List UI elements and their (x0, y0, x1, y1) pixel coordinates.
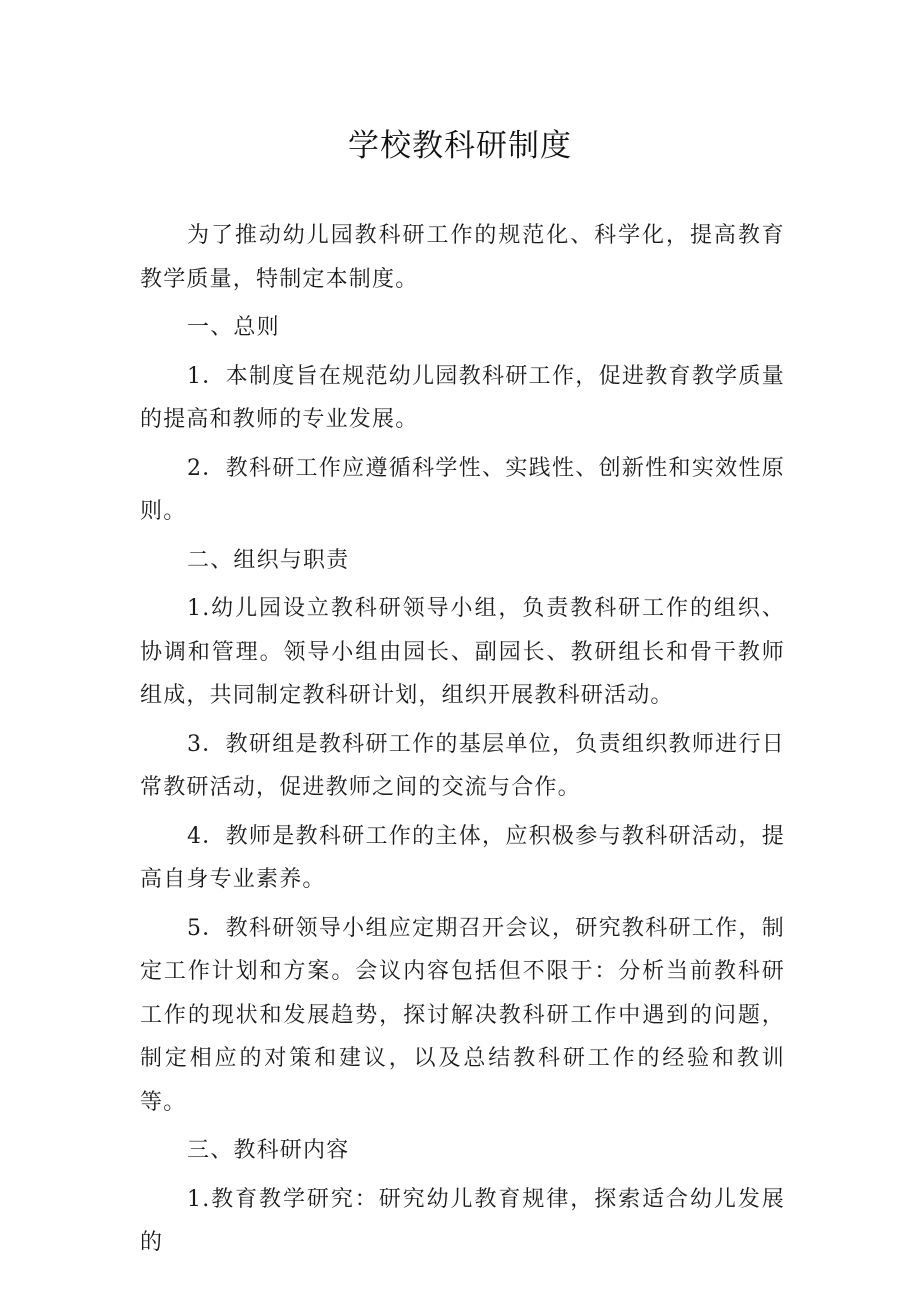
general-item-1: 1．本制度旨在规范幼儿园教科研工作，促进教育教学质量的提高和教师的专业发展。 (140, 363, 785, 432)
general-item-2: 2．教科研工作应遵循科学性、实践性、创新性和实效性原则。 (140, 455, 785, 524)
section-heading-general: 一、总则 (187, 315, 280, 340)
content-item-1: 1.教育教学研究：研究幼儿教育规律，探索适合幼儿发展的 (140, 1186, 785, 1255)
document-title: 学校教科研制度 (348, 128, 572, 164)
intro-paragraph: 为了推动幼儿园教科研工作的规范化、科学化，提高教育教学质量，特制定本制度。 (140, 223, 785, 292)
organization-item-4: 4．教师是教科研工作的主体，应积极参与教科研活动，提高自身专业素养。 (140, 823, 785, 892)
document-body (140, 214, 785, 1270)
organization-item-1: 1.幼儿园设立教科研领导小组，负责教科研工作的组织、协调和管理。领导小组由园长、副园长、教研组长和骨干教师组成，共同制定教科研计划，组织开展教科研活动。 (140, 596, 785, 708)
organization-item-3: 3．教研组是教科研工作的基层单位，负责组织教师进行日常教研活动，促进教师之间的交流与合作。 (140, 731, 785, 800)
organization-item-5: 5．教科研领导小组应定期召开会议，研究教科研工作，制定工作计划和方案。会议内容包括但不限于：分析当前教科研工作的现状和发展趋势，探讨解决教科研工作中遇到的问题，制定相应的对策和建议，以及总结教科研工作的经验和教训等。 (140, 915, 785, 1115)
section-heading-content: 三、教科研内容 (187, 1138, 350, 1163)
section-heading-organization: 二、组织与职责 (187, 547, 350, 573)
